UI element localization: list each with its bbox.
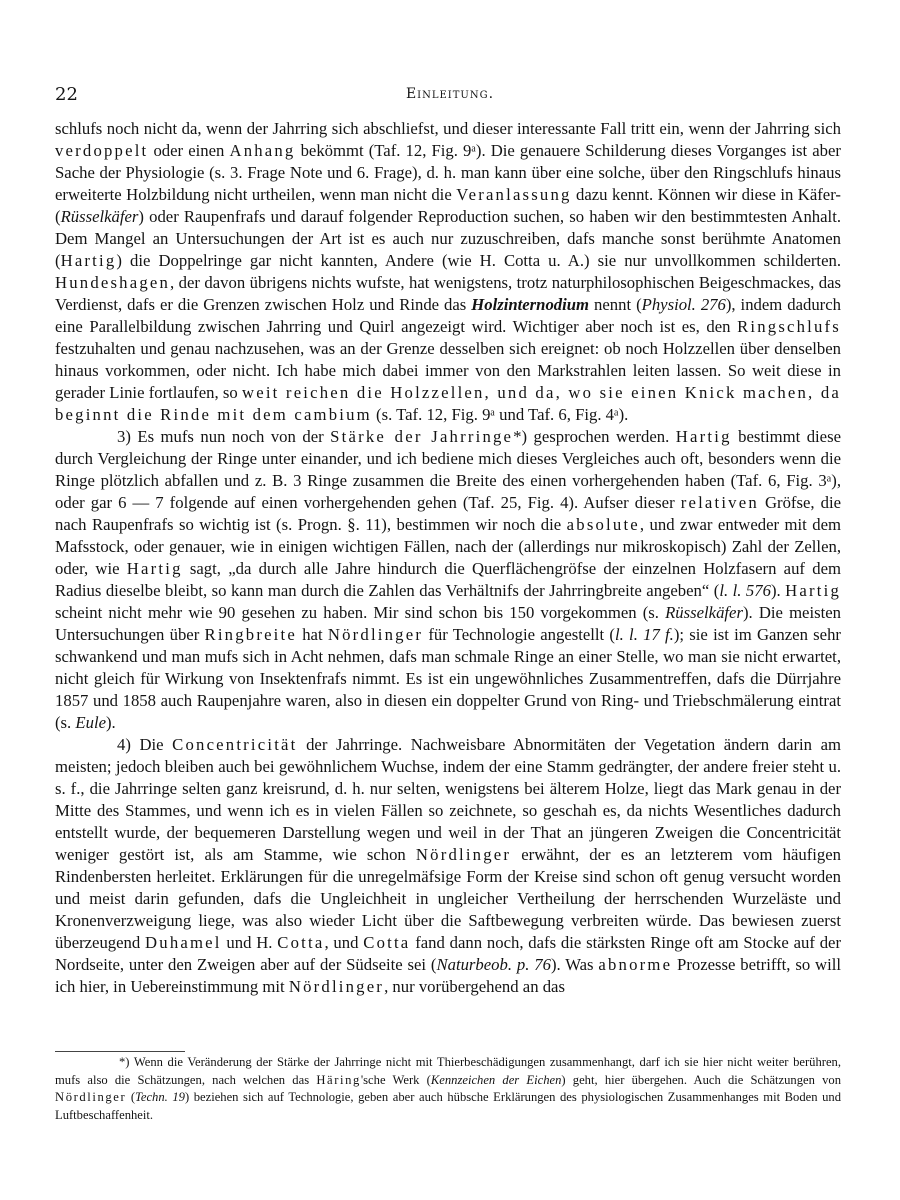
text-run: 3) Es mufs nun noch von der xyxy=(117,427,331,446)
text-run: festzuhalten und genau nachzusehen, was an der Grenze desselben sich ereignet: ob noch Holzzellen über denselben hinaus vorkommen, oder nicht. Ich habe mich dabei immer von den Markstrahlen leiten lassen. So weit diese in gerader Linie fortlaufen, so xyxy=(55,339,841,402)
text-run: Physiol. 276 xyxy=(641,295,726,314)
text-run: Hartig xyxy=(60,251,117,270)
text-run: ). Die meisten Untersuchungen über xyxy=(55,603,841,644)
footnote-run: Kennzeichen der Eichen xyxy=(430,1072,562,1087)
text-run: Cotta xyxy=(277,933,325,952)
footnote-run: ( xyxy=(126,1090,136,1104)
text-run: ) oder Raupenfrafs und darauf folgender Reproduction suchen, so haben wir den bestimmtesten Anhalt. Dem Mangel an Untersuchungen der Art ist es auch nur zuzuschreiben, dafs manche sonst berühmte Anatomen ( xyxy=(55,207,841,270)
text-run: verdoppelt xyxy=(55,141,149,160)
footnote-run: Häring xyxy=(316,1072,361,1087)
text-run: bestimmt diese durch Vergleichung der Ringe unter einander, und ich bediene mich dieses Vergleiches auch oft, besonders wenn die Ringe plötzlich abfallen und z. B. 3 Ringe zusammen die Breite des einen vorhergehenden haben (Taf. 6, Fig. 3ᵃ), oder gar 6 — 7 folgende auf einen vorhergehenden gehen (Taf. 25, Fig. 4). Aufser dieser xyxy=(55,427,841,512)
text-run: abnorme xyxy=(598,955,673,974)
text-run: , nur vorübergehend an das xyxy=(384,977,565,996)
page-number: 22 xyxy=(55,84,78,105)
text-run: ) die Doppelringe gar nicht kannten, Andere (wie H. Cotta u. A.) sie nur unvollkommen schilderten. xyxy=(116,251,841,270)
paragraph xyxy=(55,118,841,426)
body-text xyxy=(55,118,841,998)
text-run: Concentricität xyxy=(172,735,298,754)
text-run: scheint nicht mehr wie 90 gesehen zu haben. Mir sind schon bis 150 vorgekommen (s. xyxy=(55,603,666,622)
text-run: fand dann noch, dafs die stärksten Ringe oft am Stocke auf der Nordseite, unter den Zweigen aber auf der Südseite sei ( xyxy=(55,933,842,974)
text-run: Rüsselkäfer xyxy=(665,603,743,622)
page-header xyxy=(55,84,845,108)
text-run: Nördlinger xyxy=(288,977,385,996)
text-run: nennt ( xyxy=(589,295,642,314)
text-run: Nördlinger xyxy=(415,845,512,864)
text-run: Veranlassung xyxy=(456,185,572,204)
text-run: Hartig xyxy=(126,559,183,578)
text-run: schlufs noch nicht da, wenn der Jahrring sich abschliefst, und dieser interessante Fall tritt ein, wenn der Jahrring sich xyxy=(55,119,841,138)
text-run: der Jahrringe. Nachweisbare Abnormitäten der Vegetation ändern darin am meisten; jedoch bleiben auch bei gewöhnlichem Wuchse, indem der eine Stamm gedrängter, der andere freier steht u. s. f., die Jahrringe selten ganz kreisrund, d. h. nur selten, wenigstens bei älterem Holze, liegt das Mark genau in der Mitte des Stammes, und wenn ich es in vielen Fällen so zeichnete, so geschah es, da nichts Wesentliches dadurch entstellt wurde, der bequemeren Darstellung wegen und weil in der That an jüngeren Zweigen die Concentricität weniger gestört ist, als am Stamme, wie schon xyxy=(55,735,841,864)
text-run: l. l. 576 xyxy=(719,581,771,600)
text-run: absolute xyxy=(566,515,640,534)
text-run: Holzinternodium xyxy=(471,295,590,314)
text-run: Hartig xyxy=(675,427,732,446)
footnote-run: Techn. 19 xyxy=(135,1090,185,1104)
text-run: ). Was xyxy=(550,955,599,974)
text-run: für Technologie angestellt ( xyxy=(423,625,615,644)
footnote-run: 'sche Werk ( xyxy=(360,1072,431,1087)
text-run: *) gesprochen werden. xyxy=(513,427,676,446)
text-run: ). xyxy=(770,581,786,600)
text-run: 4) Die xyxy=(117,735,173,754)
text-run: Hundeshagen xyxy=(55,273,171,292)
running-title: Einleitung. xyxy=(405,86,495,102)
text-run: , und xyxy=(324,933,364,952)
footnote-run: ) geht, hier übergehen. Auch die Schätzungen von xyxy=(561,1072,841,1087)
text-run: ); sie ist im Ganzen sehr schwankend und man mufs sich in Acht nehmen, dafs man schmale Ringe an einer Stelle, wo man sie nicht erwartet, nicht gleich für Wirkung von Insektenfrafs nimmt. Es ist ein ungewöhnliches Zusammentreffen, dafs die Dürrjahre 1857 und 1858 auch Raupenjahre waren, also in diesen ein doppelter Grund von Ring- und Triebschmälerung eintrat (s. xyxy=(55,625,841,732)
paragraph xyxy=(55,426,841,734)
text-run: Prozesse betrifft, so will ich hier, in Uebereinstimmung mit xyxy=(55,955,841,996)
text-run: l. l. 17 f. xyxy=(615,625,674,644)
text-run: erwähnt, der es an letzterem vom häufigen Rindenbersten herleitet. Erklärungen für die unregelmäfsige Form der Kreise sind schon oft genug versucht worden und meist darin gefunden, dafs die Ungleichheit in ungleicher Vertheilung der herrschenden Wurzeläste und Kronenverzweigung liege, was also wieder Licht über die Saftbewegung verbreiten würde. Das bewiesen zuerst überzeugend xyxy=(55,845,841,952)
text-run: relativen xyxy=(680,493,759,512)
text-run: (s. Taf. 12, Fig. 9ᵃ und Taf. 6, Fig. 4ᵃ). xyxy=(371,405,629,424)
text-run: , der davon übrigens nichts wufste, hat wenigstens, trotz naturphilosophischen Beigeschmackes, das Verdienst, dafs er die Grenzen zwischen Holz und Rinde das xyxy=(55,273,841,314)
text-run: ). xyxy=(106,713,116,732)
text-run: oder einen xyxy=(148,141,230,160)
text-run: Cotta xyxy=(363,933,411,952)
footnote xyxy=(55,1054,841,1124)
text-run: Eule xyxy=(75,713,106,732)
text-run: Stärke der Jahrringe xyxy=(330,427,514,446)
text-run: Gröfse, die nach Raupenfrafs so wichtig ist (s. Progn. §. 11), bestimmen wir noch die xyxy=(55,493,841,534)
text-run: hat xyxy=(296,625,328,644)
footnote-run: Nördlinger xyxy=(55,1090,127,1104)
footnote-run: *) Wenn die Veränderung der Stärke der Jahrringe nicht mit Thierbeschädigungen zusammenhangt, darf ich sie hier nicht weiter berühren, mufs also die Schätzungen, nach welchen das xyxy=(55,1055,841,1087)
text-run: sagt, „da durch alle Jahre hindurch die Querflächengröfse der einzelnen Holzfasern auf dem Radius dieselbe bleibt, so kann man durch die Zahlen das Verhältnifs der Jahrringbreite angeben“ ( xyxy=(55,559,841,600)
footnote-run: ) beziehen sich auf Technologie, geben aber auch hübsche Erklärungen des physiologischen Zusammenhanges mit Boden und Luftbeschaffenheit. xyxy=(55,1090,841,1122)
text-run: bekömmt (Taf. 12, Fig. 9ᵃ). Die genauere Schilderung dieses Vorganges ist aber Sache der Physiologie (s. 3. Frage Note und 6. Frage), d. h. man kann über eine solche, über den Ringschlufs hinaus erweiterte Holzbildung nicht urtheilen, wenn man nicht die xyxy=(55,141,841,204)
text-run: Rüsselkäfer xyxy=(60,207,139,226)
text-run: , und zwar entweder mit dem Mafsstock, oder genauer, wie in einigen wichtigen Fällen, nach der (allerdings nur mikroskopisch) Zahl der Zellen, oder, wie xyxy=(55,515,841,578)
text-run: Duhamel xyxy=(145,933,222,952)
text-run: Ringschlufs xyxy=(737,317,841,336)
text-run: Hartig xyxy=(785,581,841,600)
text-run: ), indem dadurch eine Parallelbildung zwischen Jahrring und Quirl angezeigt wird. Wichtiger aber noch ist es, den xyxy=(55,295,841,336)
text-run: dazu kennt. Können wir diese in Käfer- ( xyxy=(55,185,841,226)
text-run: Anhang xyxy=(229,141,296,160)
paragraph xyxy=(55,734,841,998)
text-run: Nördlinger xyxy=(327,625,424,644)
text-run: weit reichen die Holzzellen, und da, wo sie einen Knick machen, da beginnt die Rinde mit dem cambium xyxy=(55,383,841,424)
text-run: und H. xyxy=(221,933,278,952)
footnote-rule xyxy=(55,1051,185,1052)
text-run: Naturbeob. p. 76 xyxy=(436,955,551,974)
text-run: Ringbreite xyxy=(204,625,297,644)
